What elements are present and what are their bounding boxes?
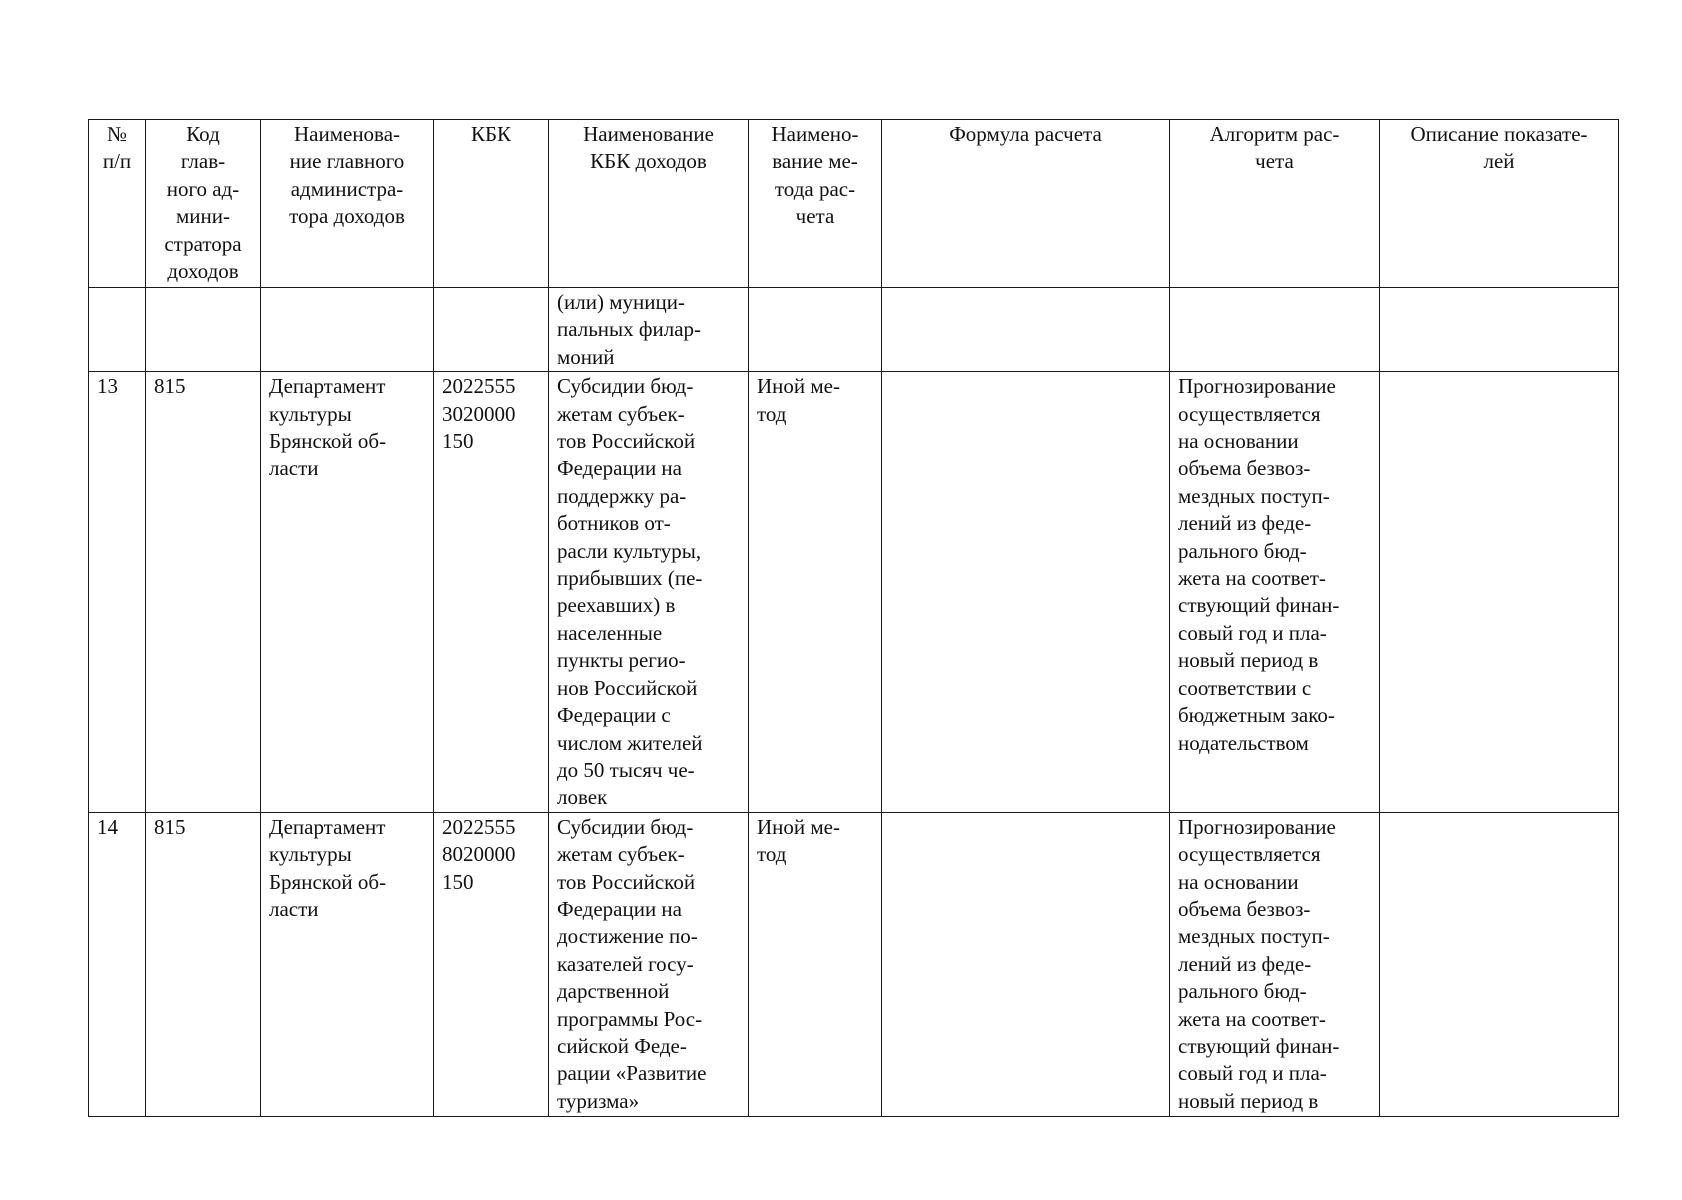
cell-admin-code: 815 xyxy=(146,812,261,1116)
header-kbk: КБК xyxy=(434,120,549,288)
cell-formula xyxy=(882,288,1170,372)
cell-admin-code xyxy=(146,288,261,372)
cell-method xyxy=(749,288,882,372)
cell-method: Иной ме- тод xyxy=(749,812,882,1116)
cell-algorithm: Прогнозирование осуществляется на основании объема безвоз- мездных поступ- лений из феде- рального бюд- жета на соответ- ствующий финан- совый год и пла- новый период в xyxy=(1170,812,1380,1116)
table-row xyxy=(89,372,1619,813)
cell-formula xyxy=(882,812,1170,1116)
cell-admin-name: Департамент культуры Брянской об- ласти xyxy=(261,372,434,813)
table-header-row xyxy=(89,120,1619,288)
cell-algorithm: Прогнозирование осуществляется на основании объема безвоз- мездных поступ- лений из феде- рального бюд- жета на соответ- ствующий финан- совый год и пла- новый период в соответствии с бюджетным зако- нодательством xyxy=(1170,372,1380,813)
cell-method: Иной ме- тод xyxy=(749,372,882,813)
header-method: Наимено- вание ме- тода рас- чета xyxy=(749,120,882,288)
cell-description xyxy=(1380,812,1619,1116)
header-admin-code: Код глав- ного ад- мини- стратора доходов xyxy=(146,120,261,288)
cell-kbk-name: Субсидии бюд- жетам субъек- тов Российской Федерации на достижение по- казателей госу- дарственной программы Рос- сийской Феде- рации «Развитие туризма» xyxy=(549,812,749,1116)
cell-admin-name: Департамент культуры Брянской об- ласти xyxy=(261,812,434,1116)
table-row-continuation xyxy=(89,288,1619,372)
cell-kbk: 2022555 3020000 150 xyxy=(434,372,549,813)
header-kbk-name: Наименование КБК доходов xyxy=(549,120,749,288)
cell-kbk-name: Субсидии бюд- жетам субъек- тов Российской Федерации на поддержку ра- ботников от- расли культуры, прибывших (пе- реехавших) в населенные пункты регио- нов Российской Федерации с числом жителей до 50 тысяч че- ловек xyxy=(549,372,749,813)
cell-description xyxy=(1380,288,1619,372)
cell-kbk-name: (или) муници- пальных филар- моний xyxy=(549,288,749,372)
table-row xyxy=(89,812,1619,1116)
cell-num: 14 xyxy=(89,812,146,1116)
cell-admin-name xyxy=(261,288,434,372)
cell-kbk xyxy=(434,288,549,372)
header-algorithm: Алгоритм рас- чета xyxy=(1170,120,1380,288)
cell-num xyxy=(89,288,146,372)
header-formula: Формула расчета xyxy=(882,120,1170,288)
cell-algorithm xyxy=(1170,288,1380,372)
cell-kbk: 2022555 8020000 150 xyxy=(434,812,549,1116)
header-num: № п/п xyxy=(89,120,146,288)
cell-num: 13 xyxy=(89,372,146,813)
revenue-forecast-table xyxy=(88,119,1619,1117)
cell-formula xyxy=(882,372,1170,813)
header-description: Описание показате- лей xyxy=(1380,120,1619,288)
cell-description xyxy=(1380,372,1619,813)
cell-admin-code: 815 xyxy=(146,372,261,813)
header-admin-name: Наименова- ние главного администра- тора доходов xyxy=(261,120,434,288)
